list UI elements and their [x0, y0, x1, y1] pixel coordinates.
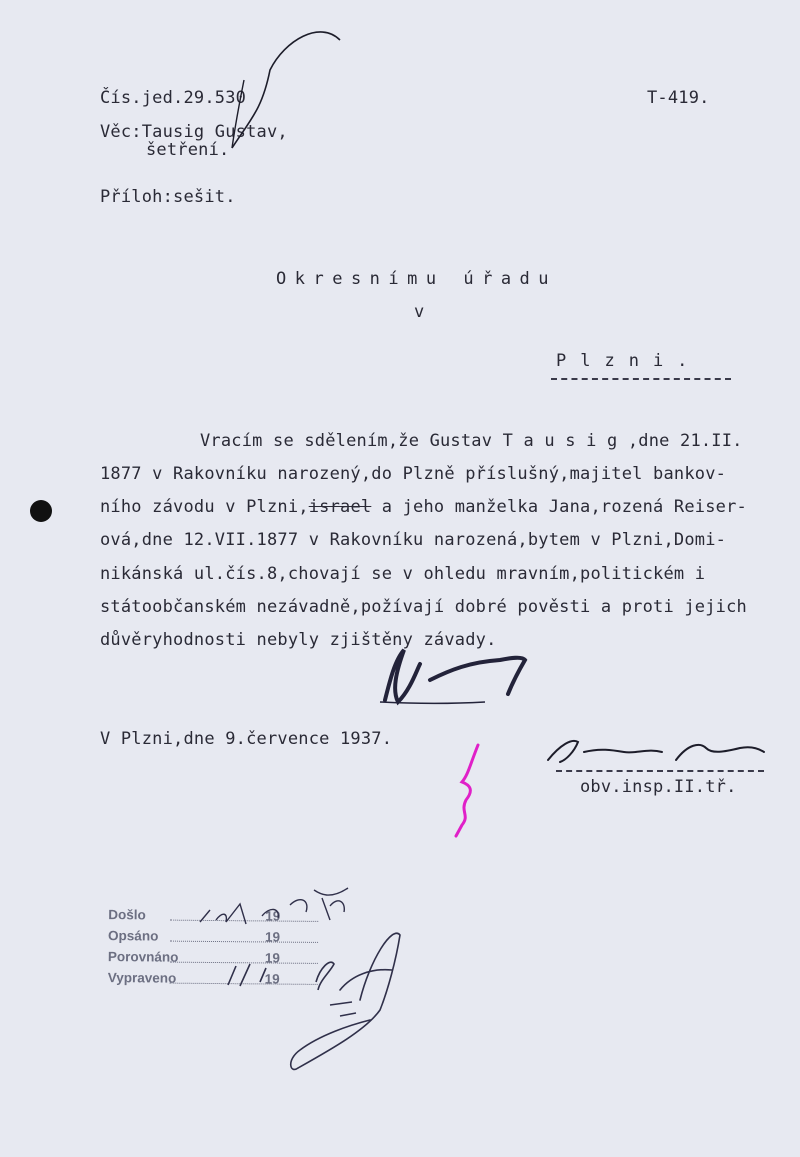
signatory-title: obv.insp.II.tř. — [580, 777, 737, 797]
stamp-handwriting-received — [200, 904, 281, 924]
initials-underline — [380, 702, 485, 704]
stamp-handwriting-year — [290, 888, 348, 920]
large-initials-dash — [330, 1002, 356, 1016]
body-line-6: státoobčanském nezávadně,požívají dobré pověsti a proti jejich — [100, 597, 747, 617]
body-line-5: nikánská ul.čís.8,chovají se v ohledu mravním,politickém i — [100, 564, 706, 584]
place-date: V Plzni,dne 9.července 1937. — [100, 729, 393, 749]
pen-stroke-header — [232, 32, 340, 148]
officer-signature — [548, 741, 764, 762]
body-line-1: Vracím se sdělením,že Gustav T a u s i g ,dne 21.II. — [200, 431, 743, 451]
body-line-3-start: ního závodu v Plzni, — [100, 497, 309, 517]
body-line-7: důvěryhodnosti nebyly zjištěny závady. — [100, 630, 497, 650]
stamp-label-copied: Opsáno — [108, 928, 159, 944]
recipient-preposition: v — [414, 302, 425, 322]
stamp-label-received: Došlo — [108, 907, 146, 923]
stamp-year: 19 — [265, 908, 281, 924]
recipient-office: Okresnímu úřadu — [276, 269, 558, 289]
struck-word: israel — [308, 497, 372, 517]
stamp-label-compared: Porovnáno — [107, 949, 179, 965]
stamp-handwriting-dispatched — [228, 962, 334, 990]
stamp-year: 19 — [264, 929, 281, 945]
subject-line: Věc:Tausig Gustav, — [100, 122, 288, 142]
reference-number: Čís.jed.29.530 — [100, 88, 247, 108]
stamp-year: 19 — [264, 971, 280, 987]
large-initials — [291, 933, 400, 1069]
stamp-label-dispatched: Vypraveno — [107, 970, 177, 986]
file-code: T-419. — [647, 88, 710, 108]
body-line-2: 1877 v Rakovníku narozený,do Plzně příslušný,majitel bankov- — [100, 464, 727, 484]
attachments-line: Příloh:sešit. — [100, 187, 236, 207]
stamp-year: 19 — [264, 950, 280, 966]
initials-signature — [385, 650, 525, 702]
body-line-3-end: a jeho manželka Jana,rozená Reiser- — [371, 497, 747, 517]
magenta-mark — [456, 745, 478, 836]
recipient-city: Plzni. — [556, 351, 702, 371]
subject-line-2: šetření. — [146, 140, 230, 160]
body-line-4: ová,dne 12.VII.1877 v Rakovníku narozená,bytem v Plzni,Domi- — [100, 530, 727, 550]
